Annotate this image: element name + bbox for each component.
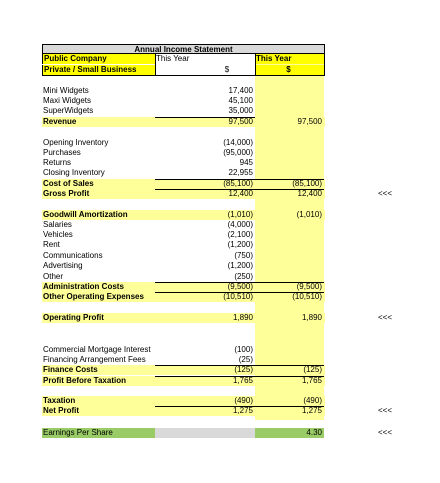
row-label: Communications — [43, 251, 103, 260]
row-value: 945 — [239, 158, 253, 167]
row-label: Finance Costs — [43, 365, 98, 374]
row-label: Rent — [43, 240, 60, 249]
eps-value: 4.30 — [255, 428, 324, 438]
row-label: Commercial Mortgage Interest — [43, 345, 151, 354]
row-value-2: (10,510) — [292, 292, 322, 301]
gross-profit-marker: <<< — [378, 189, 393, 198]
row-profit-before-taxation — [42, 376, 325, 386]
eps-blank-cell — [155, 428, 255, 438]
row-mortgage-interest — [0, 345, 440, 355]
row-value: (25) — [238, 355, 253, 364]
row-purchases — [0, 148, 440, 158]
row-value: (14,000) — [223, 138, 253, 147]
row-value-1: 1,890 — [232, 313, 253, 322]
row-cost-of-sales — [42, 179, 325, 189]
row-label: Salaries — [43, 220, 72, 229]
row-value-2: 12,400 — [297, 189, 322, 198]
this-year-header-2: This Year — [255, 54, 324, 64]
row-goodwill — [42, 210, 325, 220]
row-rent — [0, 240, 440, 250]
row-label: Operating Profit — [43, 313, 104, 322]
subtotal-line — [255, 179, 324, 180]
row-value-1: 97,500 — [228, 117, 253, 126]
header-row-1 — [0, 54, 440, 64]
row-value-2: (9,500) — [296, 282, 322, 291]
row-value-2: 97,500 — [297, 117, 322, 126]
eps-marker: <<< — [378, 428, 393, 437]
row-label: Opening Inventory — [43, 138, 109, 147]
row-value-2: (125) — [303, 365, 322, 374]
header-divider-1 — [155, 54, 156, 76]
row-value-2: 1,890 — [301, 313, 322, 322]
row-label: Returns — [43, 158, 72, 167]
row-value: (750) — [234, 251, 253, 260]
company-type-label: Public Company — [42, 54, 155, 64]
row-value-1: (1,010) — [227, 210, 253, 219]
row-label: Financing Arrangement Fees — [43, 355, 146, 364]
row-value: (2,100) — [227, 230, 253, 239]
row-value: (250) — [234, 272, 253, 281]
gross-profit-arrow-row — [0, 189, 440, 199]
row-value: 17,400 — [228, 86, 253, 95]
this-year-header-1: This Year — [156, 54, 190, 63]
row-value: (1,200) — [227, 261, 253, 270]
row-taxation — [42, 396, 325, 406]
row-administration-costs — [42, 282, 325, 292]
row-finance-costs — [42, 365, 325, 375]
row-closing-inventory — [0, 168, 440, 178]
currency-header-1: $ — [224, 65, 230, 74]
row-label: Revenue — [43, 117, 77, 126]
subtotal-line — [255, 365, 324, 366]
subtotal-line — [155, 376, 255, 377]
row-label: Mini Widgets — [43, 86, 89, 95]
row-value: 35,000 — [228, 106, 253, 115]
statement-title: Annual Income Statement — [42, 44, 325, 54]
row-advertising — [0, 261, 440, 271]
currency-header-2: $ — [255, 65, 324, 75]
header-bottom-border — [42, 75, 325, 76]
row-value-2: 1,275 — [301, 406, 322, 415]
row-returns — [0, 158, 440, 168]
row-label: Profit Before Taxation — [43, 376, 126, 385]
row-value: 45,100 — [228, 96, 253, 105]
business-type-label: Private / Small Business — [42, 65, 155, 75]
row-label: Other — [43, 272, 64, 281]
row-value-1: (490) — [234, 396, 253, 405]
subtotal-line — [255, 282, 324, 283]
subtotal-line — [255, 376, 324, 377]
row-value-1: 12,400 — [228, 189, 253, 198]
row-label: Taxation — [43, 396, 76, 405]
row-value: (4,000) — [227, 220, 253, 229]
subtotal-line — [255, 292, 324, 293]
row-opening-inventory — [0, 138, 440, 148]
subtotal-line — [155, 365, 255, 366]
row-label: Administration Costs — [43, 282, 124, 291]
row-revenue — [42, 117, 325, 127]
row-value-2: (85,100) — [292, 179, 322, 188]
row-label: Advertising — [43, 261, 83, 270]
operating-profit-marker: <<< — [378, 313, 393, 322]
row-label: SuperWidgets — [43, 106, 94, 115]
subtotal-line — [155, 179, 255, 180]
row-label: Gross Profit — [43, 189, 90, 198]
net-profit-marker: <<< — [378, 406, 393, 415]
row-value-1: (85,100) — [223, 179, 253, 188]
row-value-2: 1,765 — [301, 376, 322, 385]
operating-profit-arrow-row — [0, 313, 440, 323]
row-label: Earnings Per Share — [42, 428, 155, 438]
row-label: Maxi Widgets — [43, 96, 92, 105]
row-financing-fees — [0, 355, 440, 365]
row-maxi-widgets — [0, 96, 440, 106]
row-value-1: (125) — [234, 365, 253, 374]
row-value-1: (9,500) — [227, 282, 253, 291]
row-value-1: (10,510) — [223, 292, 253, 301]
row-label: Net Profit — [43, 406, 79, 415]
row-value: 22,955 — [228, 168, 253, 177]
subtotal-line — [155, 282, 255, 283]
row-super-widgets — [0, 106, 440, 116]
header-right-border — [324, 44, 325, 76]
row-other-operating-expenses — [42, 292, 325, 302]
row-label: Other Operating Expenses — [43, 292, 144, 301]
subtotal-line — [155, 117, 255, 118]
row-earnings-per-share — [0, 428, 440, 438]
row-salaries — [0, 220, 440, 230]
row-value-2: (490) — [303, 396, 322, 405]
header-row-2 — [0, 65, 440, 75]
row-value: (1,200) — [227, 240, 253, 249]
row-other — [0, 272, 440, 282]
subtotal-line — [155, 292, 255, 293]
row-communications — [0, 251, 440, 261]
row-label: Closing Inventory — [43, 168, 105, 177]
row-value-2: (1,010) — [296, 210, 322, 219]
row-label: Vehicles — [43, 230, 73, 239]
header-divider-2 — [255, 54, 256, 76]
row-vehicles — [0, 230, 440, 240]
row-mini-widgets — [0, 86, 440, 96]
row-value-1: 1,275 — [232, 406, 253, 415]
row-label: Cost of Sales — [43, 179, 94, 188]
row-label: Goodwill Amortization — [43, 210, 128, 219]
row-value: (100) — [234, 345, 253, 354]
row-label: Purchases — [43, 148, 81, 157]
net-profit-arrow-row — [0, 406, 440, 416]
row-value: (95,000) — [223, 148, 253, 157]
row-value-1: 1,765 — [232, 376, 253, 385]
